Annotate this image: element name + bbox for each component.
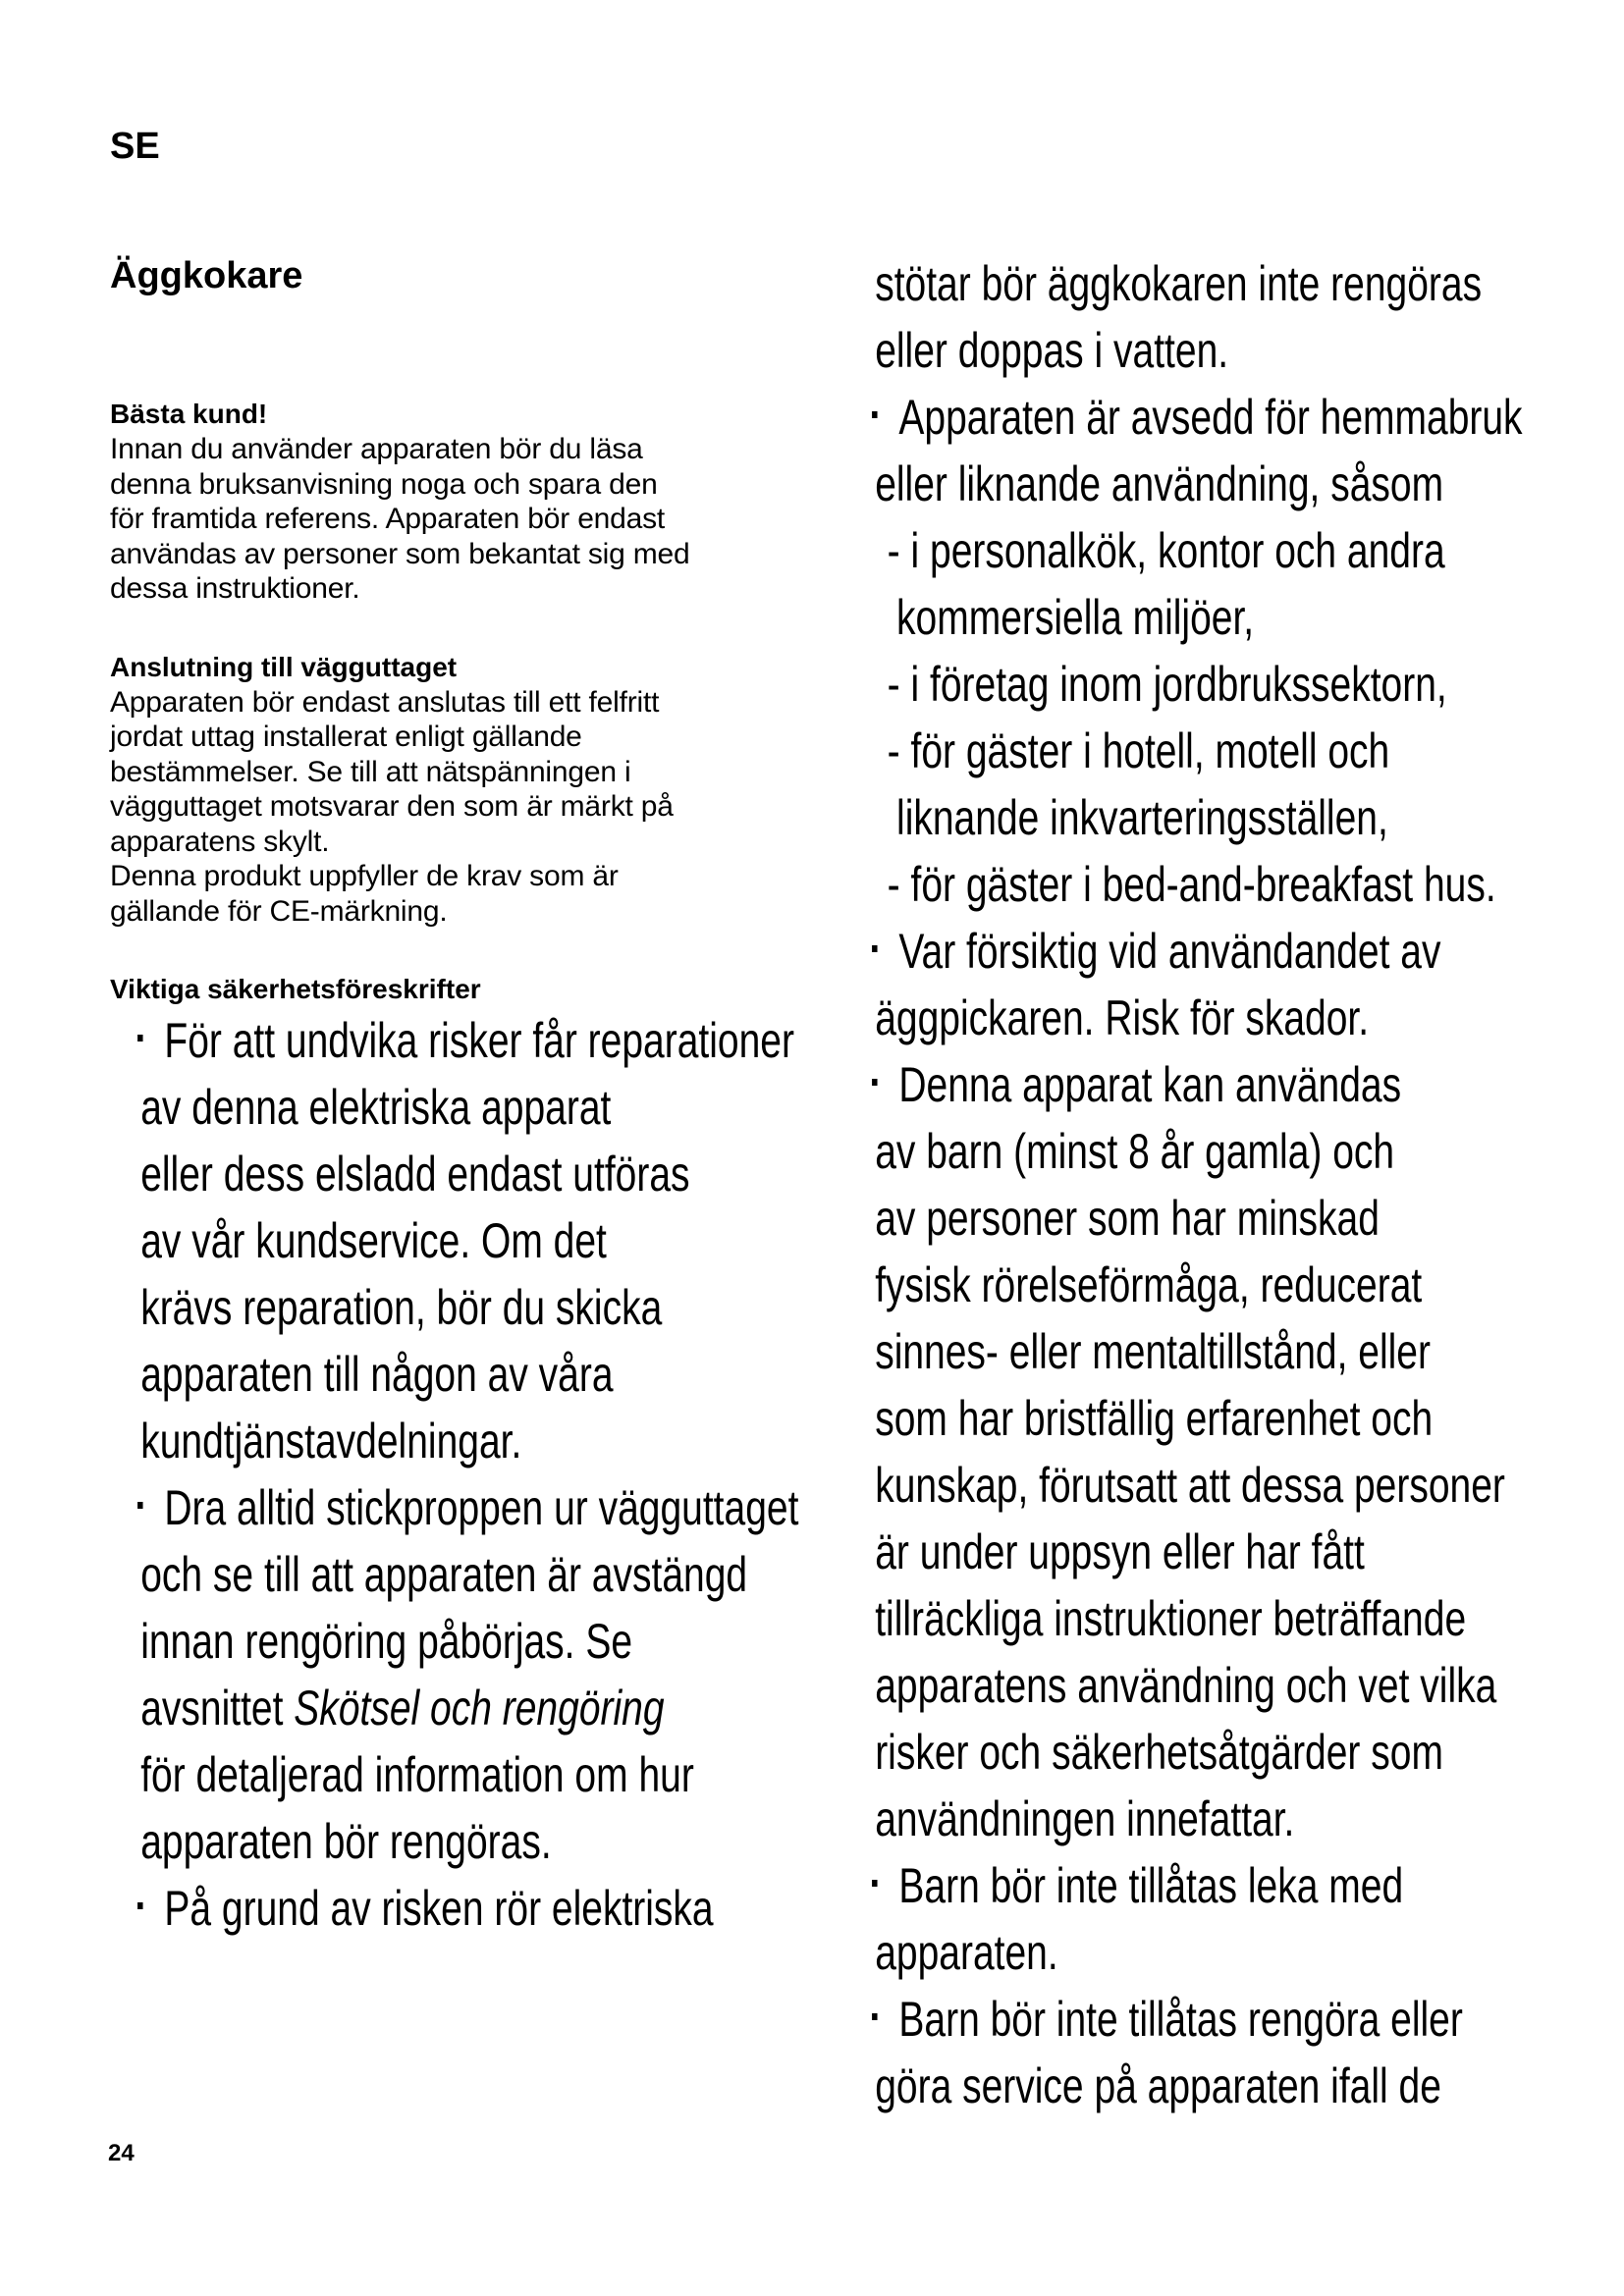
intro-line: för framtida referens. Apparaten bör endast bbox=[110, 503, 666, 535]
sub-item-line: - för gäster i bed-and-breakfast hus. bbox=[887, 857, 1496, 912]
safety-bullet-children-play bbox=[844, 1852, 1591, 1986]
bullet-line: risker och säkerhetsåtgärder som bbox=[875, 1725, 1443, 1780]
bullet-line: av vår kundservice. Om det bbox=[140, 1213, 607, 1268]
bullet-first-line: Var försiktig vid användandet av bbox=[898, 924, 1441, 979]
bullet-line: apparaten till någon av våra bbox=[140, 1347, 614, 1402]
bullet-first-line: Apparaten är avsedd för hemmabruk bbox=[898, 390, 1523, 445]
bullet-line: eller dess elsladd endast utföras bbox=[140, 1147, 690, 1201]
safety-bullet-children-use bbox=[844, 1051, 1591, 1852]
safety-bullet-egg-piercer bbox=[844, 918, 1591, 1051]
bullet-line: krävs reparation, bör du skicka bbox=[140, 1280, 663, 1335]
intro-line: denna bruksanvisning noga och spara den bbox=[110, 467, 658, 501]
bullet-line: stötar bör äggkokaren inte rengöras bbox=[875, 256, 1483, 311]
sub-item-line: liknande inkvarteringsställen, bbox=[896, 790, 1388, 845]
bullet-line: av barn (minst 8 år gamla) och bbox=[875, 1124, 1395, 1179]
bullet-first-line: Barn bör inte tillåtas rengöra eller bbox=[898, 1992, 1463, 2047]
safety-bullet-unplug bbox=[110, 1474, 856, 1875]
bullet-first-line: För att undvika risker får reparationer bbox=[164, 1013, 794, 1068]
connection-line: bestämmelser. Se till att nätspänningen i bbox=[110, 755, 631, 788]
connection-line: gällande för CE-märkning. bbox=[110, 894, 448, 928]
bullet-first-line: Dra alltid stickproppen ur vägguttaget bbox=[164, 1480, 799, 1535]
connection-line: apparatens skylt. bbox=[110, 825, 330, 858]
connection-heading: Anslutning till vägguttaget bbox=[110, 651, 458, 682]
connection-line: Apparaten bör endast anslutas till ett felfritt bbox=[110, 685, 660, 719]
right-column bbox=[844, 250, 1591, 2119]
bullet-line: användningen innefattar. bbox=[875, 1791, 1295, 1846]
safety-bullet-children-clean bbox=[844, 1986, 1591, 2119]
greeting-heading: Bästa kund! bbox=[110, 399, 268, 429]
bullet-line-reference bbox=[110, 1675, 692, 1741]
bullet-line: tillräckliga instruktioner beträffande bbox=[875, 1591, 1467, 1646]
bullet-line: för detaljerad information om hur bbox=[140, 1747, 694, 1802]
safety-bullet-shock bbox=[110, 1875, 856, 1942]
safety-heading: Viktiga säkerhetsföreskrifter bbox=[110, 974, 481, 1004]
shock-continuation bbox=[844, 250, 1591, 384]
bullet-line: sinnes- eller mentaltillstånd, eller bbox=[875, 1324, 1431, 1379]
bullet-line: apparaten. bbox=[875, 1925, 1058, 1980]
bullet-dot-icon bbox=[137, 1502, 142, 1509]
bullet-line: eller doppas i vatten. bbox=[875, 323, 1229, 378]
bullet-line: apparaten bör rengöras. bbox=[140, 1814, 552, 1869]
page-number: 24 bbox=[108, 2140, 135, 2166]
connection-line: vägguttaget motsvarar den som är märkt på bbox=[110, 790, 674, 823]
bullet-dot-icon bbox=[872, 945, 877, 952]
bullet-line: eller liknande användning, såsom bbox=[875, 456, 1444, 511]
language-code: SE bbox=[110, 126, 160, 167]
section-reference: Skötsel och rengöring bbox=[294, 1681, 665, 1735]
bullet-line: innan rengöring påbörjas. Se bbox=[140, 1614, 633, 1669]
bullet-line: fysisk rörelseförmåga, reducerat bbox=[875, 1257, 1423, 1312]
bullet-first-line: Barn bör inte tillåtas leka med bbox=[898, 1858, 1404, 1913]
safety-bullet-household bbox=[844, 384, 1591, 918]
left-column bbox=[110, 253, 856, 1942]
bullet-line: av personer som har minskad bbox=[875, 1191, 1380, 1246]
connection-line: Denna produkt uppfyller de krav som är bbox=[110, 860, 619, 892]
bullet-line: som har bristfällig erfarenhet och bbox=[875, 1391, 1434, 1446]
bullet-line: apparatens användning och vet vilka bbox=[875, 1658, 1497, 1713]
sub-item-line: - för gäster i hotell, motell och bbox=[887, 723, 1390, 778]
bullet-dot-icon bbox=[872, 411, 877, 418]
bullet-line: av denna elektriska apparat bbox=[140, 1080, 612, 1135]
intro-line: Innan du använder apparaten bör du läsa bbox=[110, 433, 643, 465]
safety-bullet-repairs bbox=[110, 1007, 856, 1474]
bullet-dot-icon bbox=[872, 1079, 877, 1086]
sub-item-line: - i företag inom jordbrukssektorn, bbox=[887, 657, 1447, 712]
bullet-line: kundtjänstavdelningar. bbox=[140, 1414, 522, 1468]
bullet-first-line: Denna apparat kan användas bbox=[898, 1057, 1402, 1112]
bullet-line: och se till att apparaten är avstängd bbox=[140, 1547, 748, 1602]
bullet-dot-icon bbox=[872, 2013, 877, 2020]
intro-line: användas av personer som bekantat sig med bbox=[110, 537, 690, 570]
reference-prefix: avsnittet bbox=[140, 1681, 295, 1735]
intro-line: dessa instruktioner. bbox=[110, 572, 360, 605]
bullet-line: är under uppsyn eller har fått bbox=[875, 1524, 1365, 1579]
bullet-line: äggpickaren. Risk för skador. bbox=[875, 990, 1370, 1045]
connection-line: jordat uttag installerat enligt gällande bbox=[110, 721, 582, 753]
bullet-line: kunskap, förutsatt att dessa personer bbox=[875, 1458, 1505, 1513]
sub-item-line: kommersiella miljöer, bbox=[896, 590, 1255, 645]
bullet-first-line: På grund av risken rör elektriska bbox=[164, 1881, 714, 1936]
sub-item-line: - i personalkök, kontor och andra bbox=[887, 523, 1445, 578]
bullet-dot-icon bbox=[137, 1035, 142, 1041]
intro-paragraph bbox=[110, 432, 856, 607]
bullet-dot-icon bbox=[137, 1902, 142, 1909]
bullet-dot-icon bbox=[872, 1880, 877, 1887]
page-title: Äggkokare bbox=[110, 255, 303, 296]
connection-paragraph bbox=[110, 685, 856, 930]
bullet-line: göra service på apparaten ifall de bbox=[875, 2058, 1441, 2113]
